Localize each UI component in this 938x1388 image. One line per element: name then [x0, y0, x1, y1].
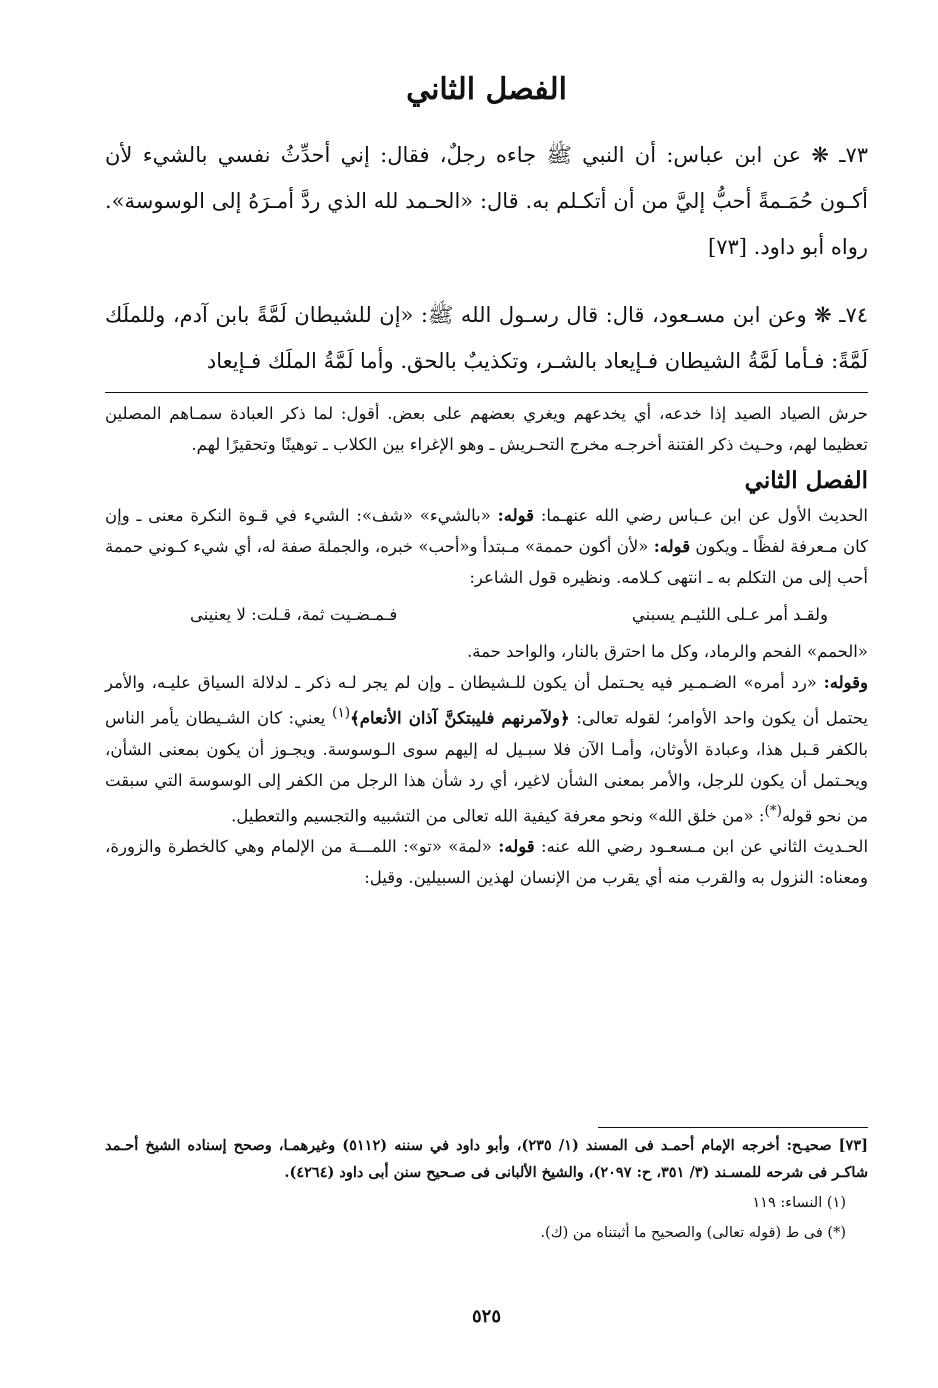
- verse-first-hemistich: ولقـد أمر عـلى اللئيـم يسبني: [631, 605, 828, 624]
- hadith-74: ٧٤ـ ❋ وعن ابن مسـعود، قال: قال رسـول الله ﷺ: «إن للشيطان لَمَّةً بابن آدم، وللملَك لَمَّةً: فـأما لَمَّةُ الشيطان فـإيعاد بالشـر، وتكذيبٌ بالحق. وأما لَمَّةُ الملَك فـإيعاد: [105, 303, 868, 373]
- commentary-paragraph-2: «الحمم» الفحم والرماد، وكل ما احترق بالنار، والواحد حمة.: [467, 642, 868, 661]
- p3-label: وقوله:: [823, 673, 868, 692]
- commentary-paragraph-1: [105, 500, 868, 593]
- hadith-73-text: ٧٣ـ ❋ عن ابن عباس: أن النبي ﷺ جاءه رجلٌ، فقال: إني أحدِّثُ نفسي بالشيء لأن أكـون حُمَـمةً أحبُّ إليَّ من أن أتكـلم به. قال: «الحـمد لله الذي ردَّ أمـرَهُ إلى الوسوسة». رواه أبو داود.: [105, 143, 868, 259]
- p3-text-a: «رد أمره» الضـمـير فيه يحـتمل أن يكون للـشيطان ـ وإن لم يجر لـه ذكر ـ لدلالة السياق عليـه، والأمر يحتمل أن يكون واحد الأوامر؛ لقوله تعالى:: [105, 673, 869, 728]
- commentary-paragraph-3: [105, 667, 868, 831]
- p4-label: قوله:: [498, 837, 535, 856]
- hadith-73: [105, 132, 868, 270]
- p1-text-b: «بالشيء» «شف»: الشيء في قـوة النكرة معنى ـ وإن كان مـعرفة لفظًا ـ ويكون: [105, 506, 869, 556]
- footnote-hadith-73: [٧٣] صحيـح: أخرجه الإمام أحمـد فى المسند (١/ ٢٣٥)، وأبو داود في سننه (٥١١٢) وغيرهمـا، وصحح إسناده الشيخ أحـمد شاكـر فى شرحه للمسـند (٣/ ٣٥١، ح: ٢٠٩٧)، والشيخ الألبانى فى صـحيح سنن أبى داود (٤٢٦٤).: [105, 1137, 868, 1181]
- verse-second-hemistich: فـمـضـيت ثمة، قـلت: لا يعنينى: [190, 605, 398, 624]
- commentary-intro: حرش الصياد الصيد إذا خدعه، أي يخدعهم ويغري بعضهم على بعض. أقول: لما ذكر العبادة سمـاهم المصلين تعظيما لهم، وحـيث ذكر الفتنة أخرجـه مخرج التحـريش ـ وهو الإغراء بين الكلاب ـ توهينًا وتحقيرًا لهم.: [105, 404, 868, 454]
- book-page: [105, 0, 868, 1388]
- footnote-divider: [598, 1127, 868, 1128]
- hadith-73-ref: [٧٣]: [707, 235, 747, 259]
- footnotes: [105, 1132, 868, 1246]
- commentary-divider: [105, 392, 868, 393]
- page-number: ٥٢٥: [471, 1306, 501, 1327]
- poetry-verse: [105, 593, 868, 636]
- commentary-heading: الفصل الثاني: [744, 467, 868, 494]
- commentary-section: [105, 398, 868, 893]
- footnote-star: (*) فى ط (قوله تعالى) والصحيح ما أثبتناه من (ك).: [540, 1225, 846, 1241]
- commentary-paragraph-4: [105, 831, 868, 893]
- p1-text-a: الحديث الأول عن ابن عـباس رضي الله عنهـما:: [540, 506, 869, 525]
- quran-quote: ﴿ولآمرنهم فليبتكنَّ آذان الأنعام﴾: [350, 708, 570, 728]
- p1-text-c: «لأن أكون حممة» مـبتدأ و«أحب» خبره، والجملة صفة له، أي شيء كـوني حممة أحب إلى من التكلم به ـ انتهى كـلامه. ونظيره قول الشاعر:: [105, 537, 868, 587]
- p1-label-1: قوله:: [497, 506, 535, 525]
- p3-text-c: : «من خلق الله» ونحو معرفة كيفية الله تعالى من التشبيه والتجسيم والتعطيل.: [231, 806, 765, 825]
- p3-text-b: يعني: كان الشـيطان يأمر الناس بالكفر قـبل هذا، وعبادة الأوثان، وأمـا الآن فلا سبـيل له إليهم سوى الـوسوسة. ويجـوز أن يكون بمعنى الشأن، ويحـتمل أن يكون للرجل، والأمر بمعنى الشأن لاغير، أي رد شأن هذا الرجل من الكفر إلى الوسوسة التي سبقت من نحو قوله: [105, 708, 868, 825]
- footnote-marker-1: (١): [332, 705, 351, 721]
- footnote-1: (١) النساء: ١١٩: [752, 1195, 846, 1211]
- p4-text-a: الحـديث الثاني عن ابن مـسعـود رضي الله عنه:: [541, 837, 869, 856]
- footnote-marker-star: (*): [764, 802, 783, 819]
- p1-label-2: قوله:: [653, 537, 691, 556]
- p4-text-b: «لمة» «تو»: اللمـــة من الإلمام وهي كالخطرة والزورة، ومعناه: النزول به والقرب منه أي يقرب من الإنسان لهذين السبيلين. وقيل:: [105, 837, 868, 887]
- chapter-title: الفصل الثاني: [406, 72, 567, 107]
